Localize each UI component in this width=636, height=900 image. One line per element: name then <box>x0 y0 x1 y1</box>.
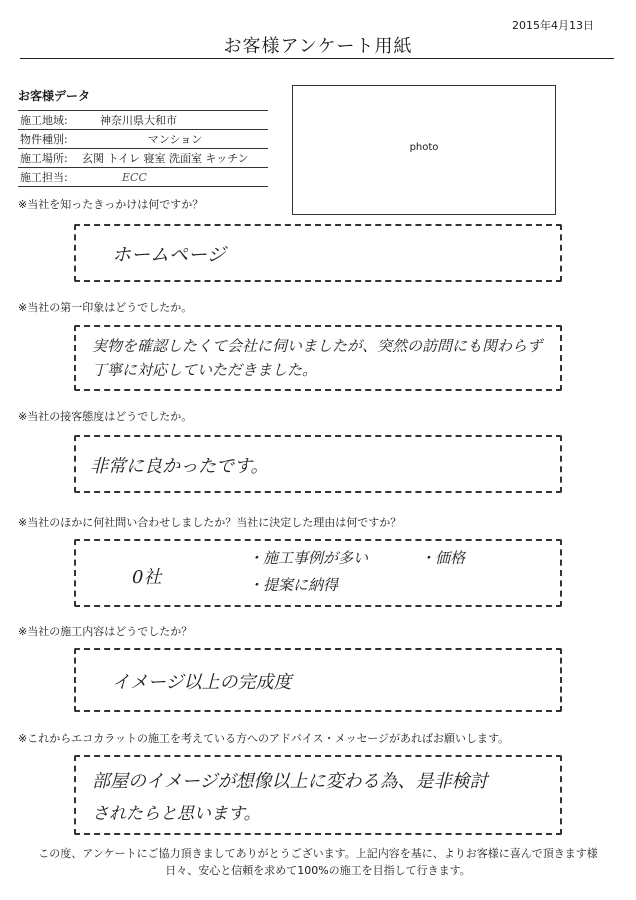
title-underline <box>20 58 614 59</box>
question-6: ※これからエコカラットの施工を考えている方へのアドバイス・メッセージがあればお願いします。 <box>18 732 510 745</box>
footer-line-1: この度、アンケートにご協力頂きましてありがとうございます。上記内容を基に、よりお客様に喜んで頂きます様 <box>38 847 598 860</box>
row-value: 神奈川県大和市 <box>100 114 177 127</box>
answer-box-3 <box>74 435 562 493</box>
question-3: ※当社の接客態度はどうでしたか。 <box>18 410 193 423</box>
answer-box-5 <box>74 648 562 712</box>
row-value: ECC <box>122 170 147 184</box>
row-value: マンション <box>147 133 203 146</box>
question-2: ※当社の第一印象はどうでしたか。 <box>18 301 193 314</box>
page-title: お客様アンケート用紙 <box>223 36 413 57</box>
answer-5-text: イメージ以上の完成度 <box>112 672 292 693</box>
row-label: 施工担当: <box>20 171 68 184</box>
answer-box-4 <box>74 539 562 607</box>
answer-4-reason-3: ・提案に納得 <box>248 576 339 594</box>
row-label: 物件種別: <box>20 133 68 146</box>
footer-line-2: 日々、安心と信頼を求めて100%の施工を目指して行きます。 <box>165 864 471 877</box>
answer-2-line-1: 実物を確認したくて会社に伺いましたが、突然の訪問にも関わらず <box>92 337 543 355</box>
answer-4-count: 0社 <box>132 567 162 588</box>
customer-data-row-staff <box>18 168 268 187</box>
answer-6-line-1: 部屋のイメージが想像以上に変わる為、是非検討 <box>92 771 488 792</box>
answer-box-6 <box>74 755 562 835</box>
photo-placeholder <box>292 85 556 215</box>
answer-box-1 <box>74 224 562 282</box>
question-4: ※当社のほかに何社問い合わせしましたか？当社に決定した理由は何ですか？ <box>18 516 402 529</box>
customer-data-row-type <box>18 130 268 149</box>
answer-2-line-2: 丁寧に対応していただきました。 <box>92 361 318 379</box>
customer-data-heading: お客様データ <box>18 89 91 103</box>
answer-4-reason-1: ・施工事例が多い <box>248 549 369 567</box>
row-label: 施工場所: <box>20 152 68 165</box>
survey-date: 2015年4月13日 <box>512 19 594 32</box>
answer-box-2 <box>74 325 562 391</box>
answer-6-line-2: されたらと思います。 <box>92 804 261 824</box>
answer-4-reason-2: ・価格 <box>420 549 466 567</box>
customer-data-row-place <box>18 149 268 168</box>
row-label: 施工地域: <box>20 114 68 127</box>
row-value: 玄関 トイレ 寝室 洗面室 キッチン <box>82 152 249 165</box>
customer-data-row-area <box>18 111 268 130</box>
question-5: ※当社の施工内容はどうでしたか？ <box>18 625 193 638</box>
question-1: ※当社を知ったきっかけは何ですか？ <box>18 198 204 211</box>
photo-label: photo <box>409 142 439 153</box>
answer-3-text: 非常に良かったです。 <box>90 456 269 477</box>
answer-1-text: ホームページ <box>112 244 226 266</box>
customer-data-table <box>18 110 268 187</box>
